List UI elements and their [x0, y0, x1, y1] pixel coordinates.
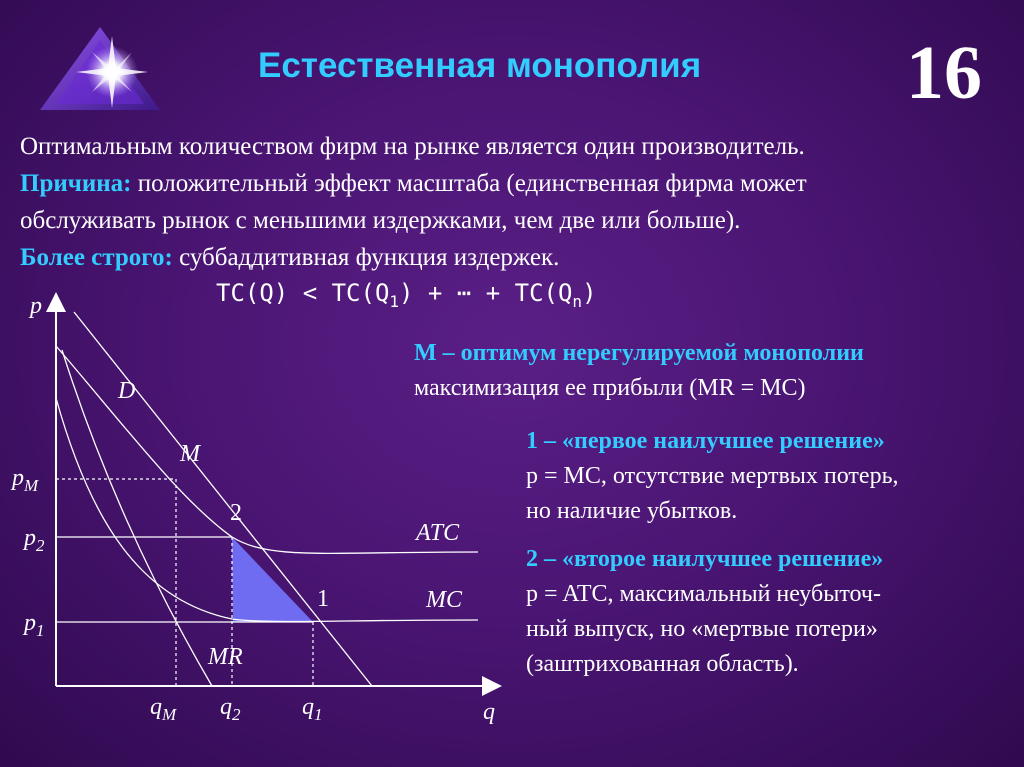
intro-line-3: обслуживать рынок с меньшими издержками, чем две или больше).	[20, 207, 741, 234]
qty-1-label: $q_1$	[302, 694, 323, 724]
price-m-label: $p_M$	[12, 465, 39, 495]
demand-curve	[74, 312, 372, 686]
axis-x-label: q	[483, 699, 495, 725]
reason-text: положительный эффект масштаба (единственная фирма может	[137, 170, 807, 197]
qty-2-label: $q_2$	[220, 694, 241, 724]
price-1-label: $p_1$	[24, 610, 45, 640]
price-2-label: $p_2$	[24, 525, 45, 555]
monopoly-diagram	[0, 280, 520, 740]
solution-1-line-2: но наличие убытков.	[526, 498, 738, 524]
solution-1-heading: 1 – «первое наилучшее решение»	[526, 428, 885, 454]
solution-2-line-2: ный выпуск, но «мертвые потери»	[526, 616, 878, 642]
m-heading: M – оптимум нерегулируемой монополии	[414, 340, 864, 366]
intro-line-4	[20, 239, 559, 276]
solution-2-line-3: (заштрихованная область).	[526, 651, 799, 677]
mr-label: MR	[208, 644, 243, 670]
strict-text: суббаддитивная функция издержек.	[179, 244, 560, 271]
point-1-label: 1	[317, 586, 329, 612]
solution-2-heading: 2 – «второе наилучшее решение»	[526, 546, 884, 572]
formula-middle: ) + ⋯ + TC(Q	[399, 279, 573, 307]
demand-label: D	[118, 378, 136, 404]
formula-sub-n: n	[572, 291, 583, 311]
solution-2-line-1: p = ATC, максимальный неубыточ-	[526, 581, 881, 607]
formula-sub-1: 1	[389, 291, 400, 311]
point-m-label: M	[180, 441, 200, 467]
page-title: Естественная монополия	[258, 46, 702, 85]
strict-label: Более строго:	[20, 244, 173, 271]
m-body: максимизация ее прибыли (MR = MC)	[414, 375, 806, 401]
intro-line-2	[20, 165, 807, 202]
axis-y-label: p	[30, 293, 42, 319]
mc-label: MC	[426, 587, 462, 613]
reason-label: Причина:	[20, 170, 132, 197]
point-2-label: 2	[230, 500, 242, 526]
atc-label: ATC	[416, 520, 460, 546]
slide-number: 16	[906, 31, 982, 115]
solution-1-line-1: p = MC, отсутствие мертвых потерь,	[526, 463, 899, 489]
qty-m-label: $q_M$	[150, 694, 177, 724]
intro-line-1: Оптимальным количеством фирм на рынке является один производитель.	[20, 133, 805, 160]
formula-left: TC(Q) < TC(Q	[216, 279, 390, 307]
star-logo-icon	[40, 22, 170, 112]
marginal-revenue-curve	[62, 350, 212, 686]
formula-right: )	[582, 279, 597, 307]
